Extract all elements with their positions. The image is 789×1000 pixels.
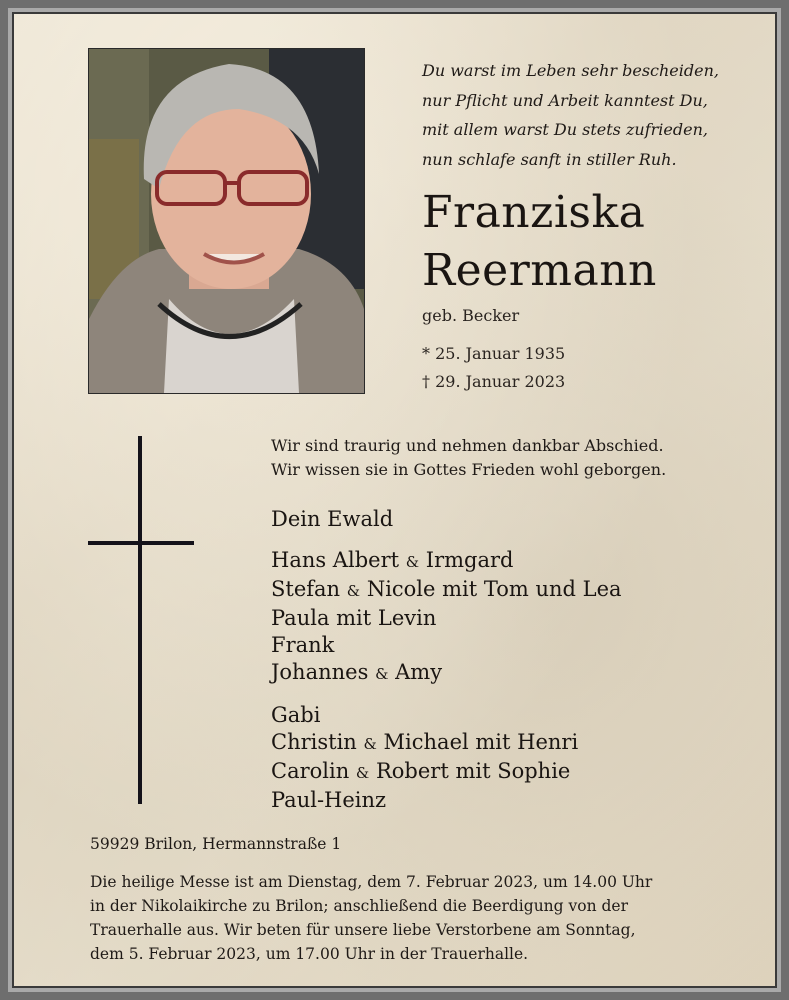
spouse: Dein Ewald bbox=[271, 507, 394, 531]
farewell-text bbox=[271, 434, 666, 482]
cross-icon-bar bbox=[88, 541, 194, 545]
poem-line: mit allem warst Du stets zufrieden, bbox=[422, 120, 708, 139]
first-name: Franziska bbox=[422, 187, 646, 238]
mourner-row: Christin & Michael mit Henri bbox=[271, 730, 579, 754]
mourner-row: Stefan & Nicole mit Tom und Lea bbox=[271, 577, 622, 601]
mourners-list bbox=[271, 506, 622, 814]
mourner-row: Paula mit Levin bbox=[271, 606, 437, 630]
last-name: Reermann bbox=[422, 245, 657, 296]
info-line: Die heilige Messe ist am Dienstag, dem 7. Februar 2023, um 14.00 Uhr bbox=[90, 873, 653, 891]
info-line: dem 5. Februar 2023, um 17.00 Uhr in der Trauerhalle. bbox=[90, 945, 529, 963]
cross-icon bbox=[138, 436, 142, 804]
mourner-row: Frank bbox=[271, 633, 335, 657]
life-dates bbox=[422, 340, 565, 396]
info-line: Trauerhalle aus. Wir beten für unsere liebe Verstorbene am Sonntag, bbox=[90, 921, 636, 939]
mourner-row: Johannes & Amy bbox=[271, 660, 443, 684]
portrait-image bbox=[89, 49, 364, 393]
farewell-line: Wir wissen sie in Gottes Frieden wohl geborgen. bbox=[271, 460, 667, 479]
mourner-row: Paul-Heinz bbox=[271, 788, 387, 812]
info-line: in der Nikolaikirche zu Brilon; anschließend die Beerdigung von der bbox=[90, 897, 629, 915]
poem-line: nur Pflicht und Arbeit kanntest Du, bbox=[422, 90, 708, 110]
mourner-row: Carolin & Robert mit Sophie bbox=[271, 759, 571, 783]
death-date: † 29. Januar 2023 bbox=[422, 372, 566, 391]
address: 59929 Brilon, Hermannstraße 1 bbox=[90, 835, 342, 853]
deceased-name bbox=[422, 184, 657, 300]
mourner-row: Hans Albert & Irmgard bbox=[271, 548, 514, 572]
service-info bbox=[90, 870, 690, 966]
farewell-line: Wir sind traurig und nehmen dankbar Abschied. bbox=[271, 436, 664, 455]
poem-line: nun schlafe sanft in stiller Ruh. bbox=[422, 149, 677, 169]
poem bbox=[422, 56, 742, 174]
obituary-card bbox=[12, 12, 777, 988]
poem-line: Du warst im Leben sehr bescheiden, bbox=[422, 61, 719, 80]
mourner-row: Gabi bbox=[271, 703, 321, 727]
birth-name: geb. Becker bbox=[422, 306, 520, 325]
birth-date: * 25. Januar 1935 bbox=[422, 344, 566, 363]
portrait-photo bbox=[88, 48, 365, 394]
